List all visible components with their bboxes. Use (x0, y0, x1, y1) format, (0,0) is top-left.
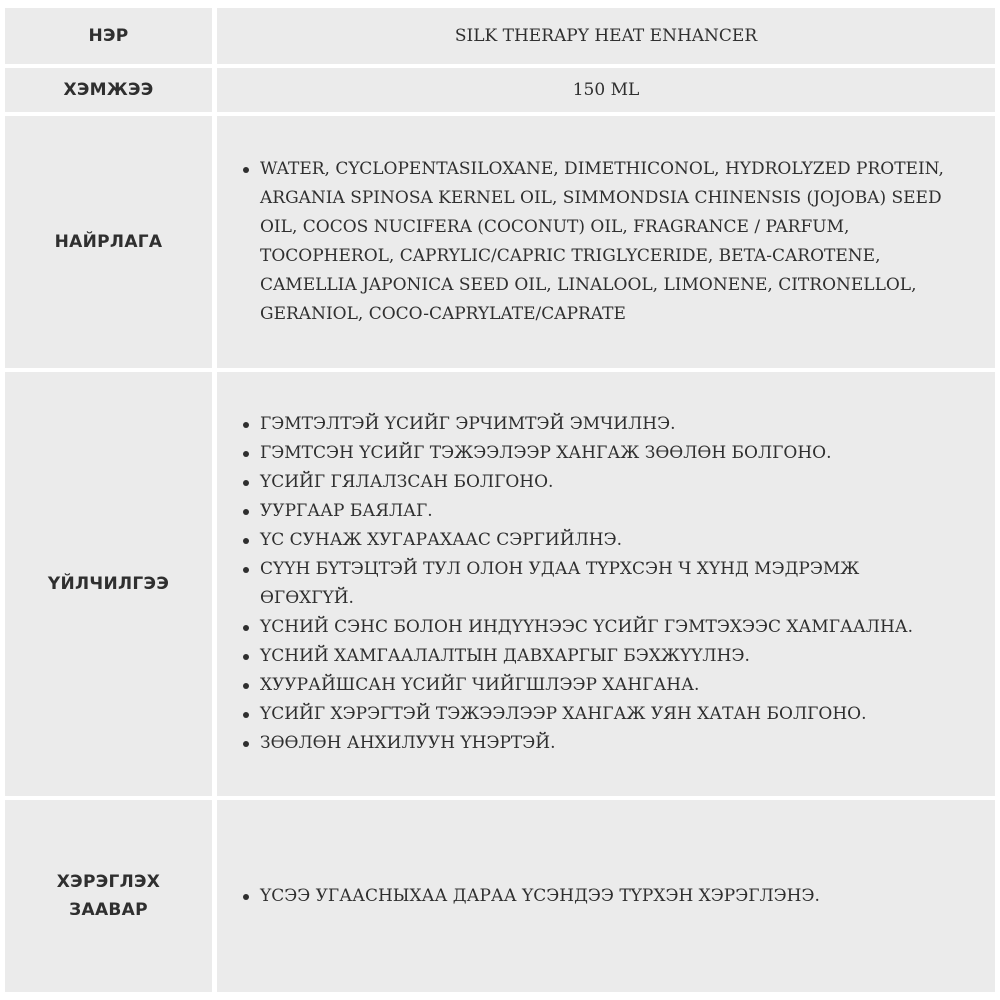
usage-label-cell (5, 800, 212, 992)
size-label: ХЭМЖЭЭ (63, 80, 154, 100)
left-border (0, 0, 5, 1000)
usage-list (238, 882, 820, 911)
effects-label: ҮЙЛЧИЛГЭЭ (47, 574, 170, 594)
row-divider (0, 112, 1000, 116)
column-divider (212, 0, 217, 1000)
list-item: WATER, CYCLOPENTASILOXANE, DIMETHICONOL, HYDROLYZED PROTEIN, ARGANIA SPINOSA KERNEL OIL, SIMMONDSIA CHINENSIS (JOJOBA) SEED OIL, COCOS NUCIFERA (COCONUT) OIL, FRAGRANCE / PARFUM, TOCOPHEROL, CAPRYLIC/CAPRIC TRIGLYCERIDE, BETA-CAROTENE, CAMELLIA JAPONICA SEED OIL, LINALOOL, LIMONENE, CITRONELLOL, GERANIOL, COCO-CAPRYLATE/CAPRATE (260, 155, 955, 329)
list-item: ҮСИЙГ ГЯЛАЛЗСАН БОЛГОНО. (260, 468, 955, 497)
effects-label-cell (5, 372, 212, 796)
row-divider (0, 796, 1000, 800)
name-label: НЭР (88, 26, 129, 46)
list-item: УУРГААР БАЯЛАГ. (260, 497, 955, 526)
top-border (0, 0, 1000, 8)
right-border (995, 0, 1000, 1000)
bottom-border (0, 992, 1000, 1000)
name-label-cell (5, 8, 212, 64)
size-value-cell (217, 68, 995, 112)
ingredients-label: НАЙРЛАГА (54, 232, 163, 252)
usage-value-cell (217, 800, 995, 992)
ingredients-list (238, 155, 955, 329)
list-item: ГЭМТСЭН ҮСИЙГ ТЭЖЭЭЛЭЭР ХАНГАЖ ЗӨӨЛӨН БОЛГОНО. (260, 439, 955, 468)
row-divider (0, 368, 1000, 372)
usage-label-line2: ЗААВАР (69, 900, 148, 920)
list-item: ҮСНИЙ ХАМГААЛАЛТЫН ДАВХАРГЫГ БЭХЖҮҮЛНЭ. (260, 642, 955, 671)
name-value-cell (217, 8, 995, 64)
list-item: ҮСНИЙ СЭНС БОЛОН ИНДҮҮНЭЭС ҮСИЙГ ГЭМТЭХЭЭС ХАМГААЛНА. (260, 613, 955, 642)
ingredients-label-cell (5, 116, 212, 368)
effects-value-cell (217, 372, 995, 796)
size-label-cell (5, 68, 212, 112)
list-item: ҮС СУНАЖ ХУГАРАХААС СЭРГИЙЛНЭ. (260, 526, 955, 555)
effects-list (238, 410, 955, 758)
name-value: SILK THERAPY HEAT ENHANCER (454, 25, 758, 46)
list-item: ЗӨӨЛӨН АНХИЛУУН ҮНЭРТЭЙ. (260, 729, 955, 758)
list-item: ГЭМТЭЛТЭЙ ҮСИЙГ ЭРЧИМТЭЙ ЭМЧИЛНЭ. (260, 410, 955, 439)
row-divider (0, 64, 1000, 68)
list-item: СҮҮН БҮТЭЦТЭЙ ТУЛ ОЛОН УДАА ТҮРХСЭН Ч ХҮНД МЭДРЭМЖ ӨГӨХГҮЙ. (260, 555, 955, 613)
size-value: 150 ML (572, 79, 640, 100)
list-item: ҮСЭЭ УГААСНЫХАА ДАРАА ҮСЭНДЭЭ ТҮРХЭН ХЭРЭГЛЭНЭ. (260, 882, 820, 911)
usage-label-line1: ХЭРЭГЛЭХ (56, 872, 161, 892)
list-item: ҮСИЙГ ХЭРЭГТЭЙ ТЭЖЭЭЛЭЭР ХАНГАЖ УЯН ХАТАН БОЛГОНО. (260, 700, 955, 729)
ingredients-value-cell (217, 116, 995, 368)
list-item: ХУУРАЙШСАН ҮСИЙГ ЧИЙГШЛЭЭР ХАНГАНА. (260, 671, 955, 700)
